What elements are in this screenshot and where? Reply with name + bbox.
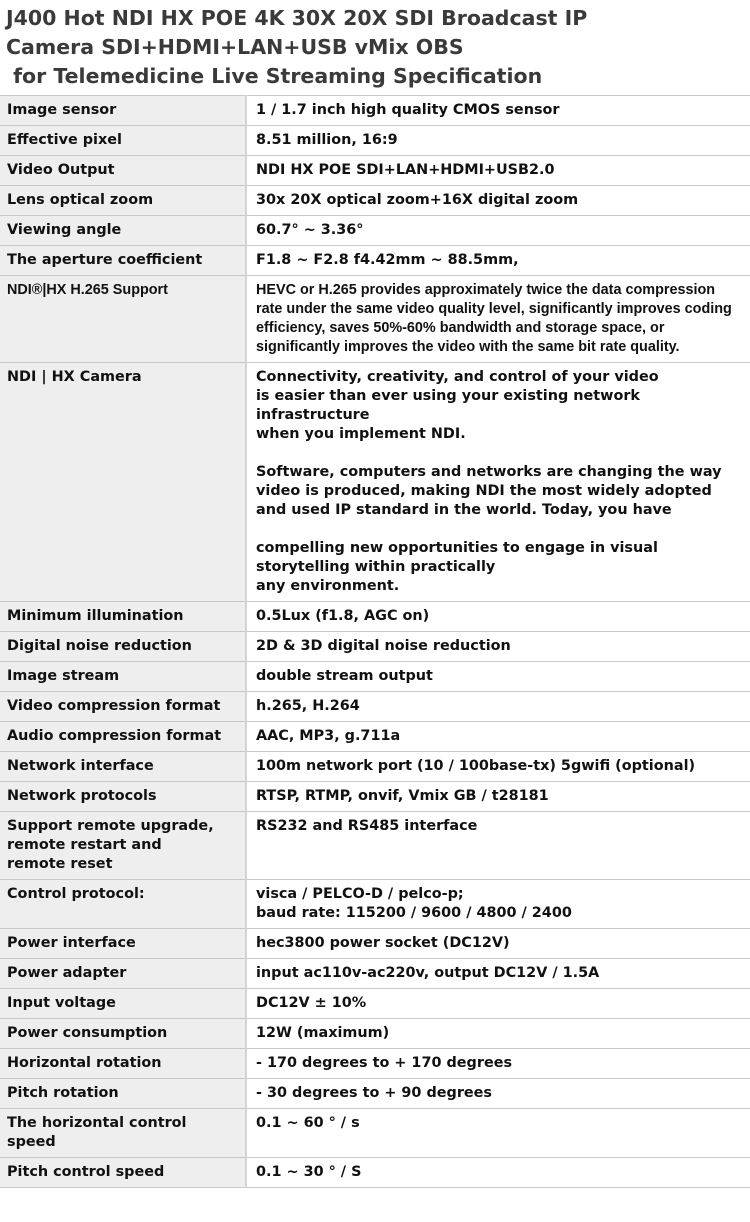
spec-label: Lens optical zoom bbox=[0, 186, 246, 216]
table-row bbox=[0, 692, 750, 722]
spec-label: Network protocols bbox=[0, 782, 246, 812]
spec-label: NDI | HX Camera bbox=[0, 363, 246, 602]
spec-table bbox=[0, 95, 750, 1188]
spec-value: - 170 degrees to + 170 degrees bbox=[246, 1049, 750, 1079]
title-line-3: for Telemedicine Live Streaming Specification bbox=[6, 64, 543, 88]
spec-value: hec3800 power socket (DC12V) bbox=[246, 929, 750, 959]
table-row bbox=[0, 216, 750, 246]
table-row bbox=[0, 156, 750, 186]
table-row bbox=[0, 812, 750, 880]
table-row bbox=[0, 929, 750, 959]
spec-value: 2D & 3D digital noise reduction bbox=[246, 632, 750, 662]
spec-label: Power adapter bbox=[0, 959, 246, 989]
spec-label: Power interface bbox=[0, 929, 246, 959]
spec-value: visca / PELCO-D / pelco-p; baud rate: 115200 / 9600 / 4800 / 2400 bbox=[246, 880, 750, 929]
spec-value: 1 / 1.7 inch high quality CMOS sensor bbox=[246, 96, 750, 126]
spec-label: Minimum illumination bbox=[0, 602, 246, 632]
spec-value: 0.5Lux (f1.8, AGC on) bbox=[246, 602, 750, 632]
spec-label: Control protocol: bbox=[0, 880, 246, 929]
spec-label: Digital noise reduction bbox=[0, 632, 246, 662]
spec-value: Connectivity, creativity, and control of your video is easier than ever using your existing network infrastructure when you implement NDI. Software, computers and networks are changing the way video is produced, making NDI the most widely adopted and used IP standard in the world. Today, you have compelling new opportunities to engage in visual storytelling within practically any environment. bbox=[246, 363, 750, 602]
spec-label: Support remote upgrade, remote restart and remote reset bbox=[0, 812, 246, 880]
spec-label: Network interface bbox=[0, 752, 246, 782]
table-row bbox=[0, 752, 750, 782]
spec-value: 8.51 million, 16:9 bbox=[246, 126, 750, 156]
page-title bbox=[0, 0, 750, 95]
spec-value: 100m network port (10 / 100base-tx) 5gwifi (optional) bbox=[246, 752, 750, 782]
table-row bbox=[0, 782, 750, 812]
spec-label: The aperture coefficient bbox=[0, 246, 246, 276]
spec-value: 30x 20X optical zoom+16X digital zoom bbox=[246, 186, 750, 216]
spec-value: DC12V ± 10% bbox=[246, 989, 750, 1019]
spec-value: F1.8 ~ F2.8 f4.42mm ~ 88.5mm, bbox=[246, 246, 750, 276]
spec-label: Image sensor bbox=[0, 96, 246, 126]
spec-label: Effective pixel bbox=[0, 126, 246, 156]
spec-value: HEVC or H.265 provides approximately twice the data compression rate under the same video quality level, significantly improves coding efficiency, saves 50%-60% bandwidth and storage space, or significantly improves the video with the same bit rate quality. bbox=[246, 276, 750, 363]
spec-value: input ac110v-ac220v, output DC12V / 1.5A bbox=[246, 959, 750, 989]
spec-label: Viewing angle bbox=[0, 216, 246, 246]
table-row bbox=[0, 880, 750, 929]
spec-label: NDI®|HX H.265 Support bbox=[0, 276, 246, 363]
title-line-1: J400 Hot NDI HX POE 4K 30X 20X SDI Broadcast IP bbox=[6, 6, 588, 30]
table-row bbox=[0, 1109, 750, 1158]
table-row bbox=[0, 1049, 750, 1079]
table-row bbox=[0, 602, 750, 632]
table-row bbox=[0, 662, 750, 692]
spec-value: h.265, H.264 bbox=[246, 692, 750, 722]
table-row bbox=[0, 989, 750, 1019]
table-row bbox=[0, 276, 750, 363]
table-row bbox=[0, 1158, 750, 1188]
spec-label: Audio compression format bbox=[0, 722, 246, 752]
spec-value: AAC, MP3, g.711a bbox=[246, 722, 750, 752]
spec-value: RS232 and RS485 interface bbox=[246, 812, 750, 880]
spec-label: Power consumption bbox=[0, 1019, 246, 1049]
spec-label: Video Output bbox=[0, 156, 246, 186]
table-row bbox=[0, 126, 750, 156]
table-row bbox=[0, 959, 750, 989]
spec-value: 0.1 ~ 60 ° / s bbox=[246, 1109, 750, 1158]
spec-label: Video compression format bbox=[0, 692, 246, 722]
spec-label: Horizontal rotation bbox=[0, 1049, 246, 1079]
spec-label: Image stream bbox=[0, 662, 246, 692]
spec-label: The horizontal control speed bbox=[0, 1109, 246, 1158]
spec-label: Pitch control speed bbox=[0, 1158, 246, 1188]
spec-value: double stream output bbox=[246, 662, 750, 692]
spec-value: RTSP, RTMP, onvif, Vmix GB / t28181 bbox=[246, 782, 750, 812]
table-row bbox=[0, 186, 750, 216]
table-row bbox=[0, 96, 750, 126]
table-row bbox=[0, 722, 750, 752]
spec-value: 12W (maximum) bbox=[246, 1019, 750, 1049]
spec-value: NDI HX POE SDI+LAN+HDMI+USB2.0 bbox=[246, 156, 750, 186]
table-row bbox=[0, 632, 750, 662]
spec-label: Input voltage bbox=[0, 989, 246, 1019]
spec-value: 60.7° ~ 3.36° bbox=[246, 216, 750, 246]
table-row bbox=[0, 1079, 750, 1109]
table-row bbox=[0, 246, 750, 276]
spec-value: 0.1 ~ 30 ° / S bbox=[246, 1158, 750, 1188]
title-line-2: Camera SDI+HDMI+LAN+USB vMix OBS bbox=[6, 35, 464, 59]
table-row bbox=[0, 363, 750, 602]
spec-label: Pitch rotation bbox=[0, 1079, 246, 1109]
spec-value: - 30 degrees to + 90 degrees bbox=[246, 1079, 750, 1109]
table-row bbox=[0, 1019, 750, 1049]
